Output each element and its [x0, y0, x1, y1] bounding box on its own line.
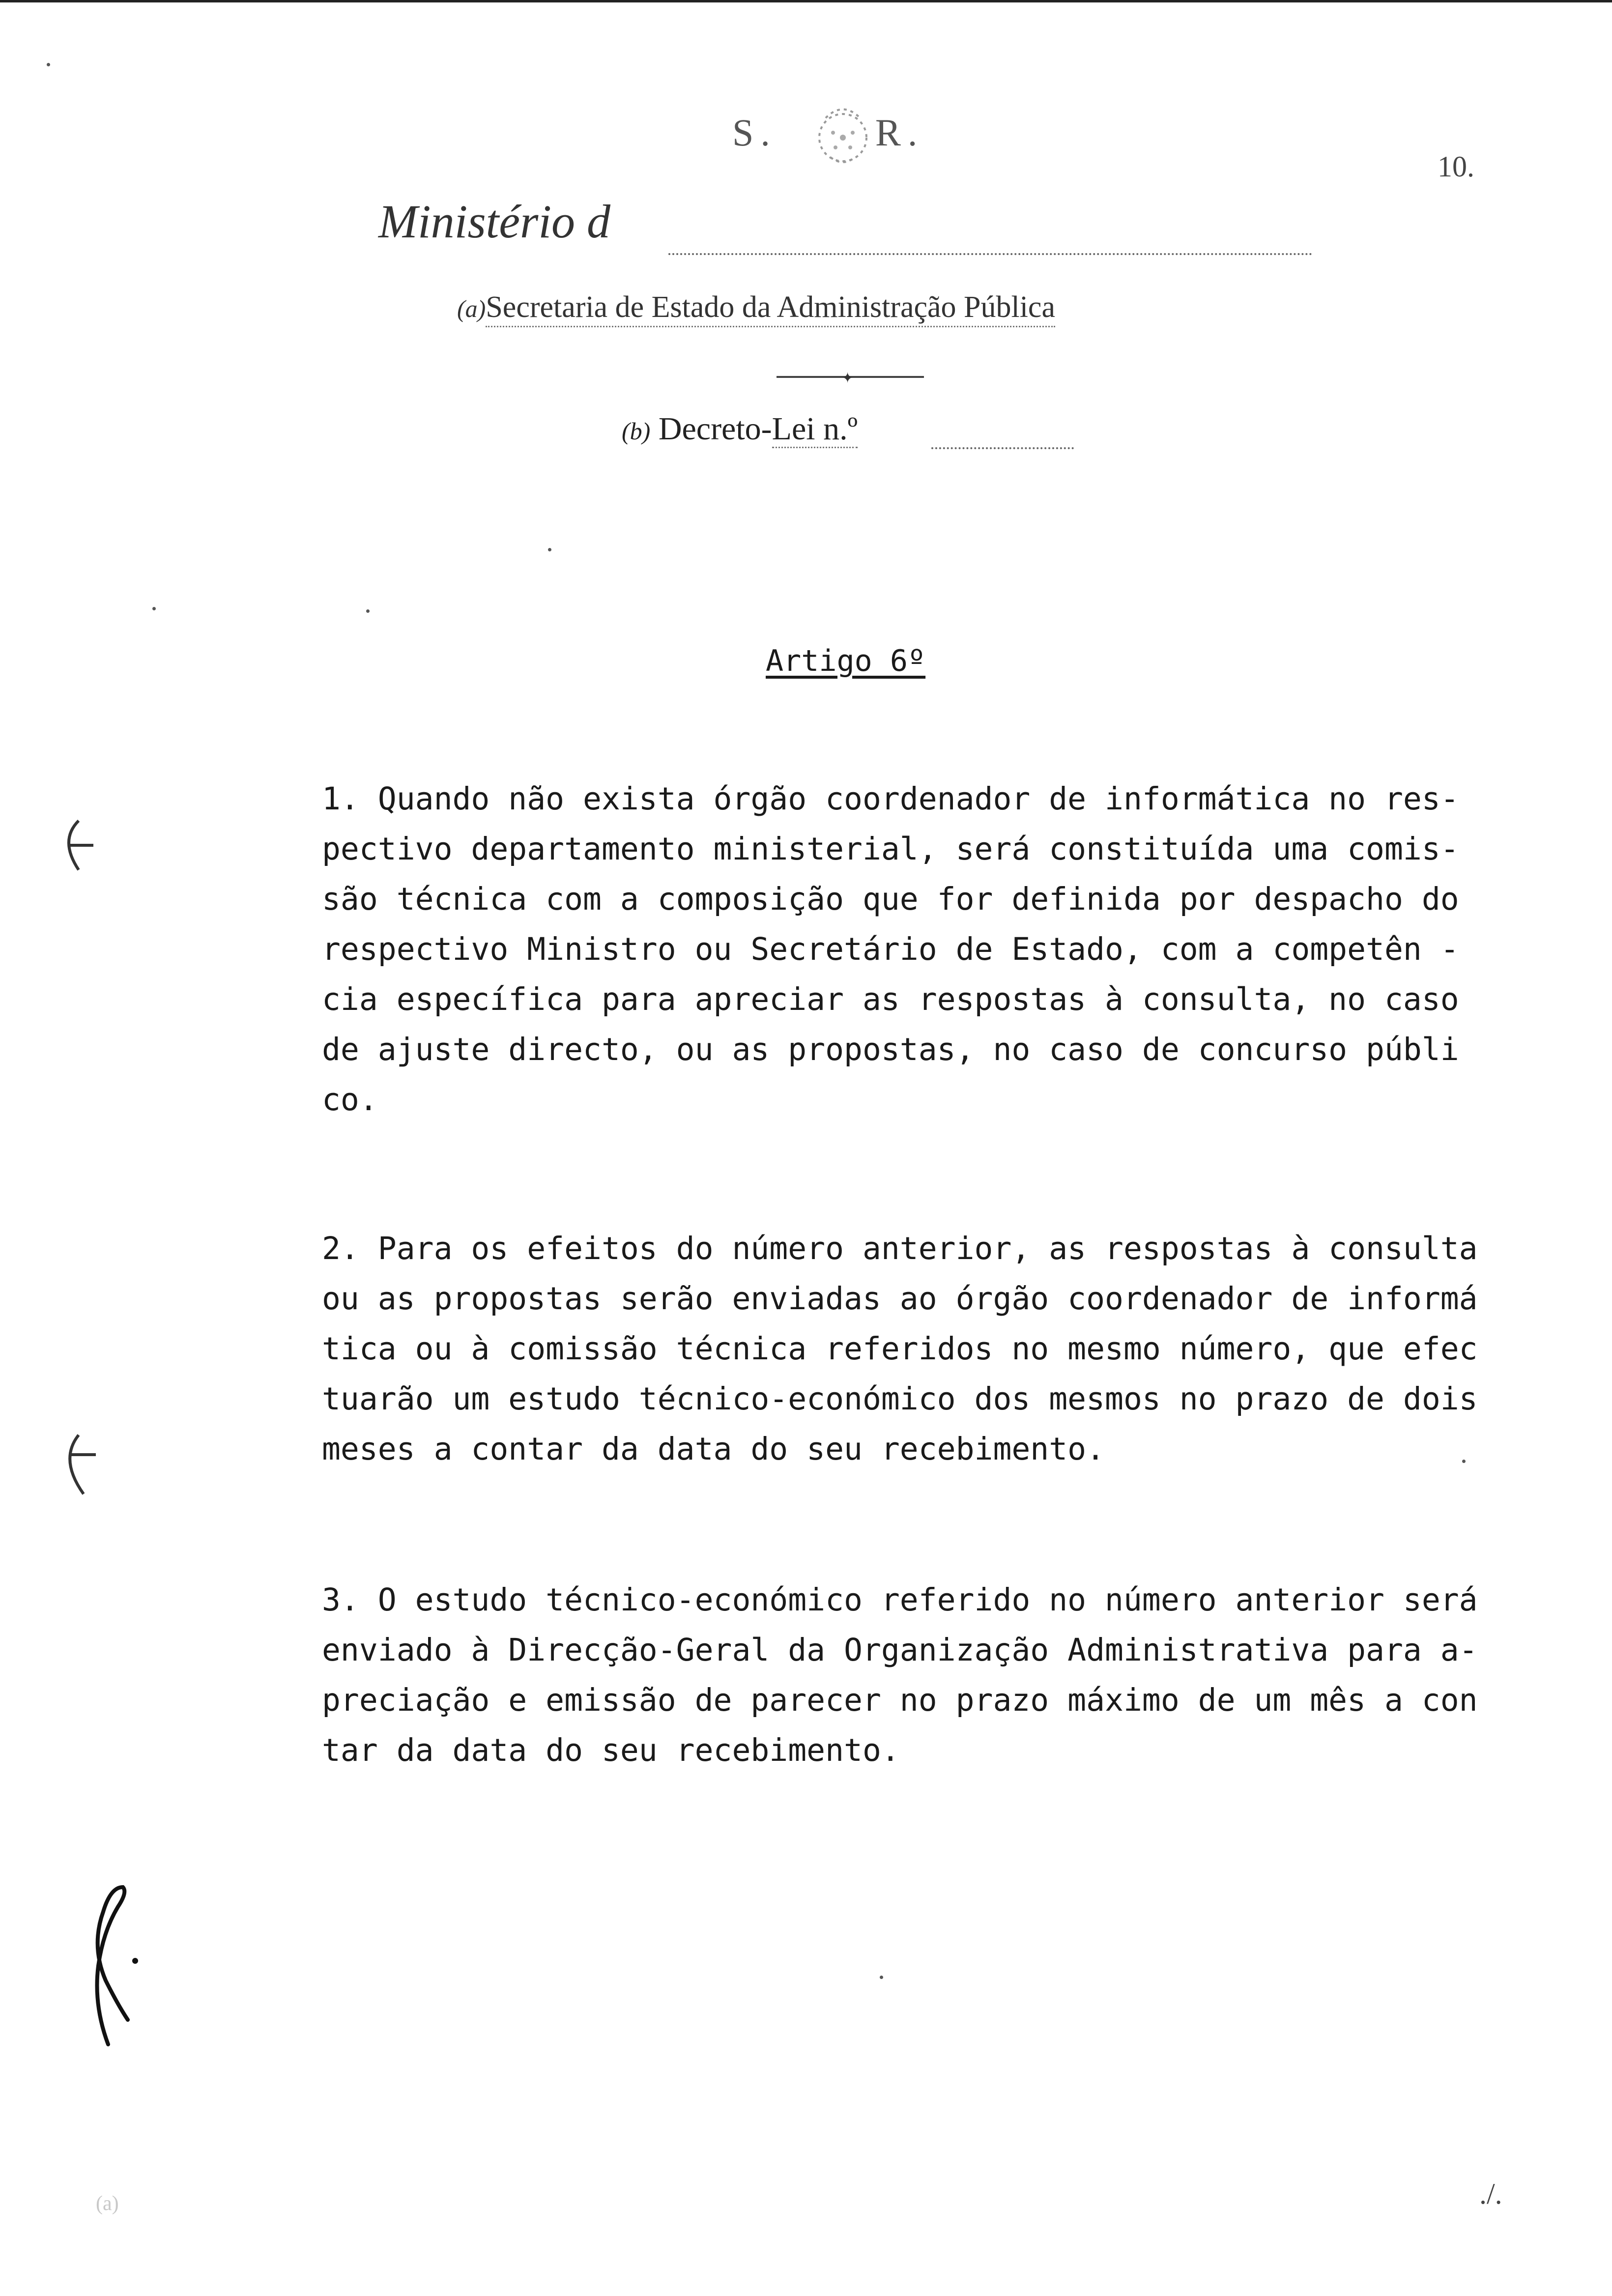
paragraph-1: [322, 774, 1570, 1125]
header-left-initial: S.: [732, 111, 777, 154]
scan-speck: [880, 1976, 883, 1979]
scan-speck: [152, 607, 156, 610]
paragraph-line: tuarão um estudo técnico-económico dos mesmos no prazo de dois: [322, 1381, 1478, 1417]
paragraph-line: enviado à Direcção-Geral da Organização Administrativa para a-: [322, 1632, 1478, 1668]
paragraph-line: meses a contar da data do seu recebimento.: [322, 1431, 1105, 1467]
scan-speck: [548, 548, 551, 551]
paragraph-line: preciação e emissão de parecer no prazo máximo de um mês a con: [322, 1682, 1478, 1718]
decree-fill-line: [931, 447, 1074, 449]
ministry-fill-line: [668, 253, 1312, 255]
header-right-initial: R.: [875, 111, 924, 154]
paragraph-line: cia específica para apreciar as respostas à consulta, no caso: [322, 981, 1459, 1017]
decree-line: [622, 410, 858, 448]
continued-mark: ./.: [1479, 2178, 1502, 2210]
paragraph-line: de ajuste directo, ou as propostas, no caso de concurso públi: [322, 1032, 1459, 1067]
paragraph-line: tar da data do seu recebimento.: [322, 1732, 900, 1768]
paragraph-line: pectivo departamento ministerial, será constituída uma comis-: [322, 831, 1459, 867]
decree-mark: (b): [622, 417, 651, 445]
scan-speck: [366, 609, 370, 613]
paragraph-3: [322, 1575, 1570, 1776]
paragraph-line: 1. Quando não exista órgão coordenador de informática no res-: [322, 781, 1459, 817]
paragraph-line: tica ou à comissão técnica referidos no mesmo número, que efec: [322, 1331, 1478, 1367]
decree-lei: Lei n.º: [772, 411, 858, 448]
top-edge-line: [0, 0, 1612, 2]
secretaria-line: [457, 290, 1055, 325]
paragraph-line: co.: [322, 1082, 378, 1118]
paragraph-line: 2. Para os efeitos do número anterior, as respostas à consulta: [322, 1231, 1478, 1266]
page-number: 10.: [1438, 150, 1474, 183]
paragraph-line: 3. O estudo técnico-económico referido no número anterior será: [322, 1582, 1478, 1618]
secretaria-text: Secretaria de Estado da Administração Pública: [486, 290, 1055, 327]
coat-of-arms-icon: [806, 98, 880, 172]
paragraph-2: [322, 1224, 1570, 1474]
paragraph-line: respectivo Ministro ou Secretário de Estado, com a competên -: [322, 931, 1459, 967]
divider-ornament-icon: ✦: [841, 370, 854, 386]
scan-speck: [1462, 1460, 1466, 1463]
scan-speck: [47, 63, 50, 66]
secretaria-mark: (a): [457, 295, 486, 322]
decree-label: Decreto-: [658, 411, 772, 447]
paragraph-line: ou as propostas serão enviadas ao órgão coordenador de informá: [322, 1281, 1478, 1317]
paragraph-line: são técnica com a composição que for definida por despacho do: [322, 881, 1459, 917]
footer-note: (a): [96, 2192, 119, 2215]
margin-bracket-icon: [49, 1425, 108, 1504]
article-title: Artigo 6º: [766, 644, 926, 678]
ministry-label: Ministério d: [378, 195, 610, 248]
margin-bracket-icon: [49, 811, 108, 890]
handwritten-signature-icon: [64, 1877, 162, 2064]
